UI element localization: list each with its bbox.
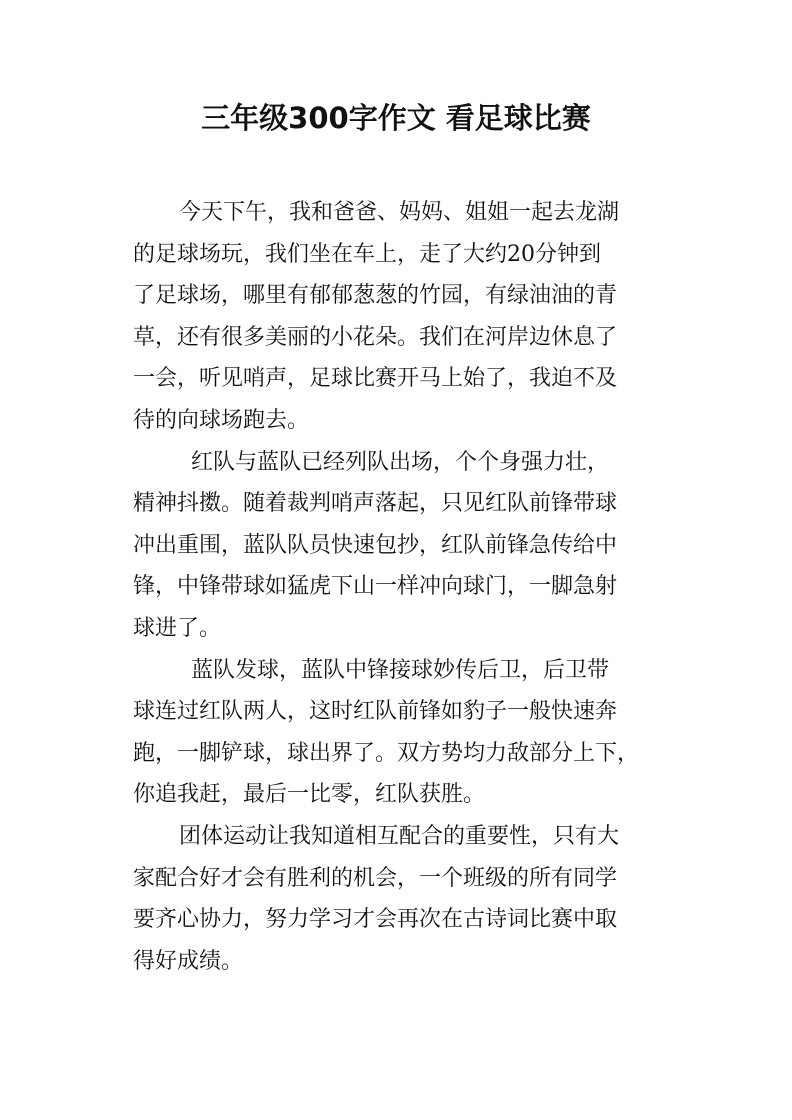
text-line: 团体运动让我知道相互配合的重要性，只有大 xyxy=(179,823,620,849)
text-line: 待的向球场跑去。 xyxy=(133,407,310,433)
text-line: 的足球场玩，我们坐在车上，走了大约20分钟到 xyxy=(133,241,601,267)
text-line: 家配合好才会有胜利的机会，一个班级的所有同学 xyxy=(133,865,618,891)
text-line: 红队与蓝队已经列队出场，个个身强力壮， xyxy=(191,449,610,475)
text-line: 精神抖擞。随着裁判哨声落起，只见红队前锋带球 xyxy=(133,491,618,517)
text-line: 冲出重围，蓝队队员快速包抄，红队前锋急传给中 xyxy=(133,532,618,558)
essay-body xyxy=(133,192,673,982)
text-line: 球连过红队两人，这时红队前锋如豹子一般快速奔 xyxy=(133,699,618,725)
text-line: 锋，中锋带球如猛虎下山一样冲向球门，一脚急射 xyxy=(133,574,618,600)
text-line: 今天下午，我和爸爸、妈妈、姐姐一起去龙湖 xyxy=(179,200,620,225)
text-line: 蓝队发球，蓝队中锋接球妙传后卫，后卫带 xyxy=(191,657,610,683)
text-line: 草，还有很多美丽的小花朵。我们在河岸边休息了 xyxy=(133,324,618,350)
text-line: 你追我赶，最后一比零，红队获胜。 xyxy=(133,782,486,808)
text-line: 要齐心协力，努力学习才会再次在古诗词比赛中取 xyxy=(133,907,618,933)
text-line: 了足球场，哪里有郁郁葱葱的竹园，有绿油油的青 xyxy=(133,283,618,309)
text-line: 球进了。 xyxy=(133,615,222,641)
text-line: 跑，一脚铲球，球出界了。双方势均力敌部分上下， xyxy=(133,740,640,766)
text-line: 得好成绩。 xyxy=(133,948,244,974)
page-title: 三年级300字作文 看足球比赛 xyxy=(201,101,591,135)
text-line: 一会，听见哨声，足球比赛开马上始了，我迫不及 xyxy=(133,366,618,392)
